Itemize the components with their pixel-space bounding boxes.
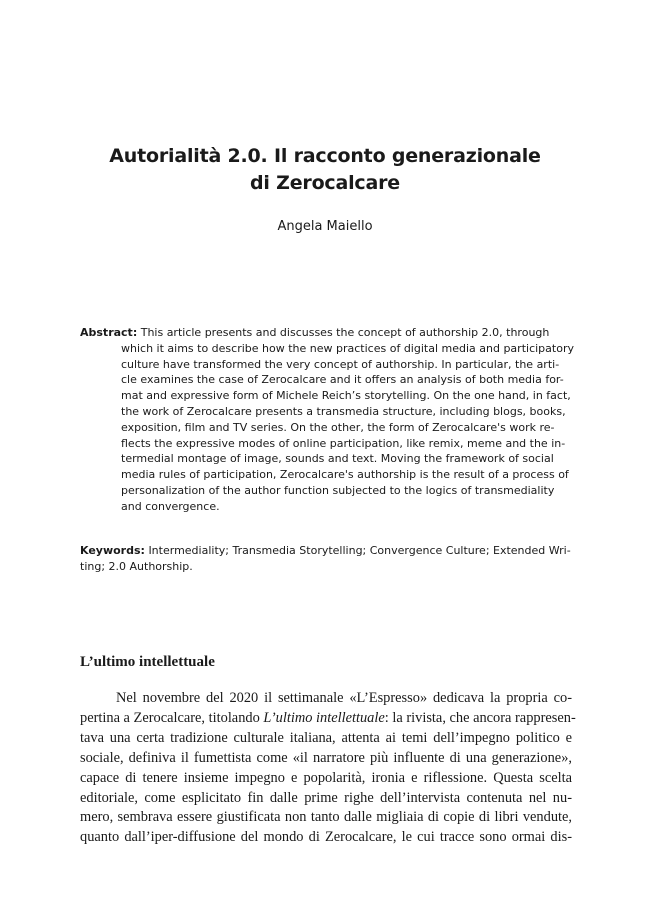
body-line: tava una certa tradizione culturale italiana, attenta ai temi dell’impegno politico e — [80, 729, 572, 746]
section-heading: L’ultimo intellettuale — [80, 654, 215, 670]
abstract-text: This article presents and discusses the concept of authorship 2.0, through — [140, 326, 550, 339]
body-line: Nel novembre del 2020 il settimanale «L’Espresso» dedicava la propria co- — [116, 690, 572, 706]
body-line: sociale, definiva il fumettista come «il narratore più influente di una generazione», — [80, 749, 572, 766]
abstract-line: personalization of the author function subjected to the logics of transmediality — [121, 483, 555, 497]
body-text-segment: : la rivista, che ancora rappresen- — [384, 709, 576, 726]
keywords-text: Intermediality; Transmedia Storytelling; Convergence Culture; Extended Wri- — [148, 544, 571, 557]
abstract-line: media rules of participation, Zerocalcare's authorship is the result of a process of — [121, 468, 569, 482]
keywords-label: Keywords: — [80, 544, 145, 557]
body-paragraph — [80, 689, 576, 848]
body-line: editoriale, come esplicitato fin dalle prime righe dell’intervista contenuta nel nu- — [80, 789, 572, 806]
abstract-line: cle examines the case of Zerocalcare and it offers an analysis of both media for- — [121, 373, 564, 387]
article-author: Angela Maiello — [277, 219, 373, 234]
abstract-line: exposition, film and TV series. On the other, the form of Zerocalcare's work re- — [121, 420, 555, 434]
keywords-line — [80, 543, 575, 559]
body-line: quanto dall’iper-diffusione del mondo di Zerocalcare, le cui tracce sono ormai dis- — [80, 829, 572, 846]
abstract-line — [80, 325, 575, 341]
article-title — [0, 143, 650, 197]
magazine-headline-italic: L’ultimo intellettuale — [263, 709, 385, 726]
article-title-line: Autorialità 2.0. Il racconto generazionale — [109, 145, 541, 167]
abstract-line: culture have transformed the very concept of authorship. In particular, the arti- — [121, 357, 560, 371]
abstract — [80, 325, 575, 515]
body-line: mero, sembrava essere giustificata non tanto dalle migliaia di copie di libri vendute, — [80, 809, 572, 826]
abstract-line: which it aims to describe how the new practices of digital media and participatory — [121, 341, 574, 355]
body-line: capace di tenere insieme impegno e popolarità, ironia e riflessione. Questa scelta — [80, 769, 572, 786]
keywords-line: ting; 2.0 Authorship. — [80, 560, 193, 573]
body-text-segment: pertina a Zerocalcare, titolando — [80, 709, 264, 726]
keywords — [80, 543, 575, 575]
body-line — [80, 709, 576, 729]
abstract-line: and convergence. — [121, 499, 220, 513]
abstract-line: the work of Zerocalcare presents a transmedia structure, including blogs, books, — [121, 404, 566, 418]
abstract-line: termedial montage of image, sounds and text. Moving the framework of social — [121, 452, 554, 466]
article-title-line: di Zerocalcare — [250, 172, 400, 194]
abstract-line: mat and expressive form of Michele Reich’s storytelling. On the one hand, in fact, — [121, 389, 571, 403]
abstract-line: flects the expressive modes of online participation, like remix, meme and the in- — [121, 436, 566, 450]
abstract-label: Abstract: — [80, 326, 138, 339]
